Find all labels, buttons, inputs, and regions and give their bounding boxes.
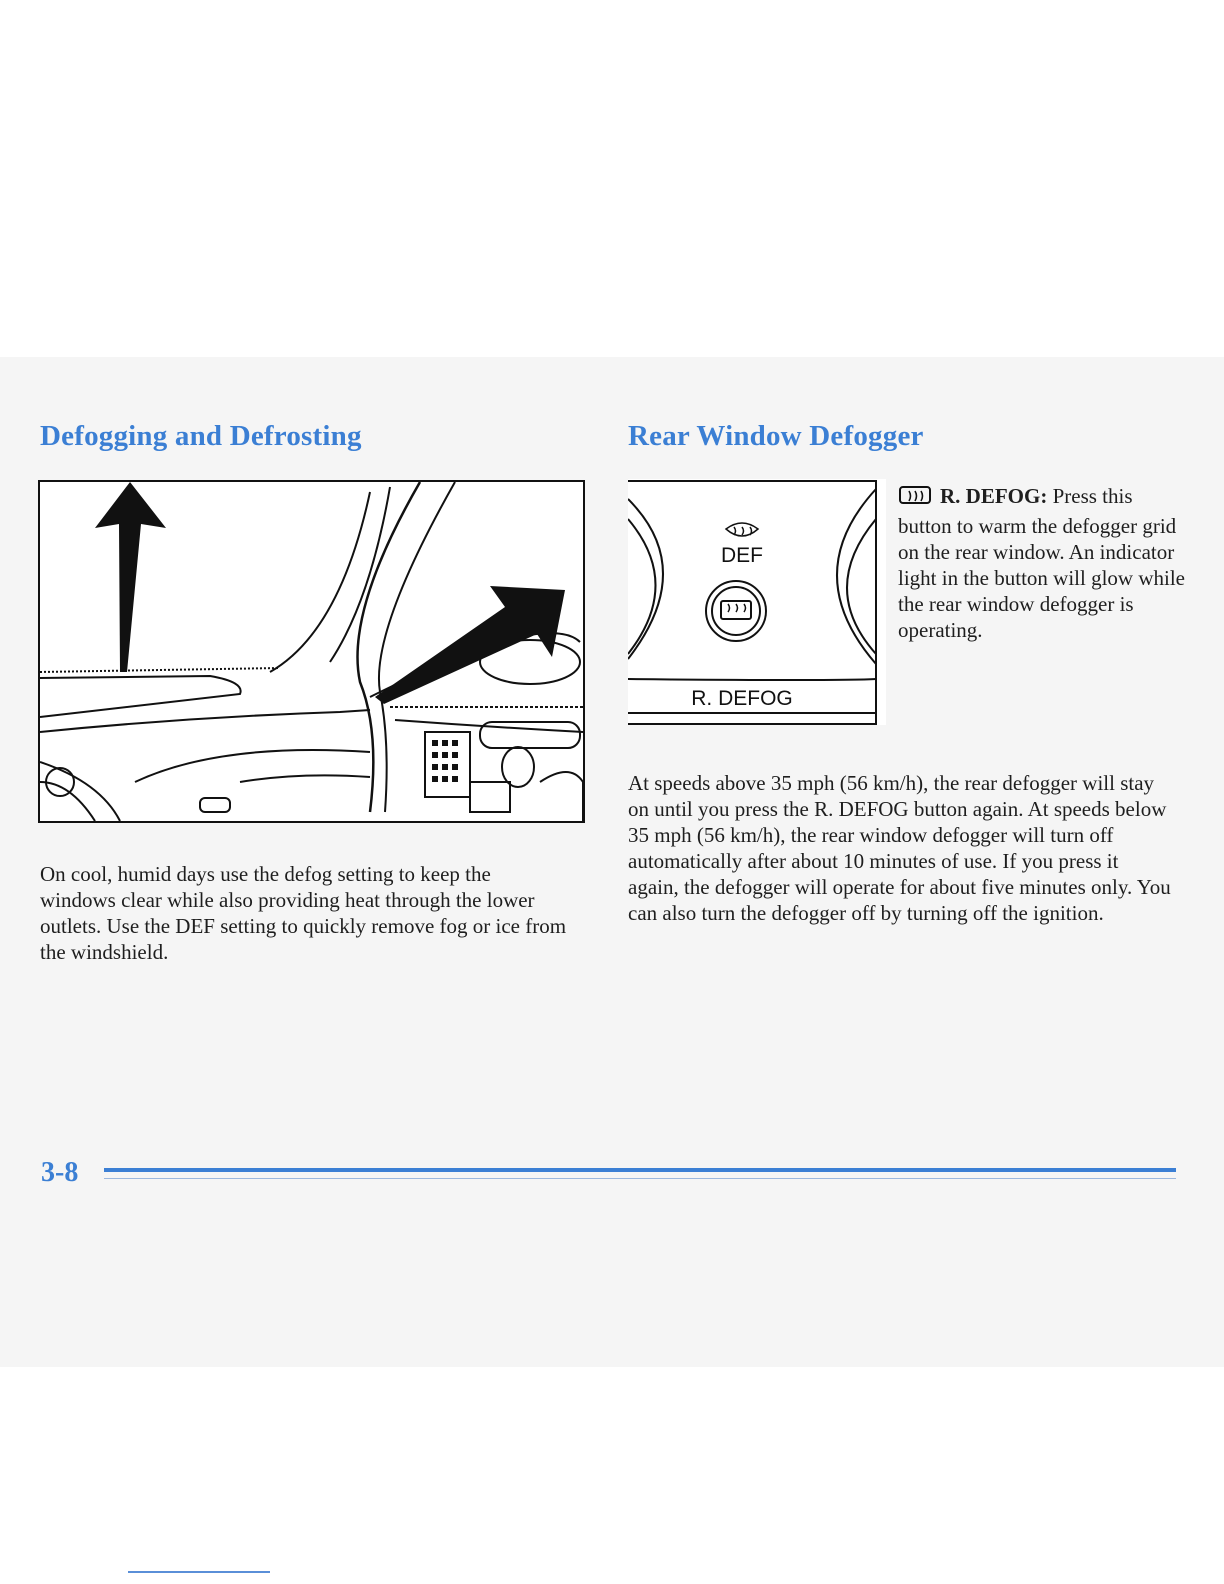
def-label: DEF	[721, 544, 763, 567]
airflow-up-arrow-icon	[95, 482, 166, 672]
bottom-divider	[128, 1571, 270, 1573]
section-heading-defogging: Defogging and Defrosting	[40, 420, 362, 452]
footer-rule	[104, 1168, 1176, 1172]
dashboard-drawing	[40, 482, 583, 821]
rear-defogger-paragraph: At speeds above 35 mph (56 km/h), the rear defogger will stay on until you press the R. DEFOG button again. At speeds below 35 mph (56 km/h), the rear window defogger will turn off automatically after about 10 minutes of use. If you press it again, the defogger will operate for about five minutes only. You can also turn the defogger off by turning off the ignition.	[628, 771, 1171, 925]
section-heading-rear-window-defogger: Rear Window Defogger	[628, 420, 924, 452]
defog-control-panel-illustration	[628, 479, 886, 725]
control-panel-drawing	[628, 479, 886, 725]
rdefog-term: R. DEFOG:	[940, 484, 1048, 508]
rdefog-label: R. DEFOG	[691, 687, 793, 710]
defogging-paragraph: On cool, humid days use the defog setting to keep the windows clear while also providing heat through the lower outlets. Use the DEF setting to quickly remove fog or ice from the windshield.	[40, 862, 567, 964]
rdefog-description	[898, 483, 1188, 643]
airflow-side-arrow-icon	[375, 586, 565, 704]
page-number: 3-8	[41, 1157, 79, 1188]
dashboard-illustration	[38, 480, 585, 823]
rear-defrost-icon	[898, 485, 932, 513]
footer-rule-thin	[104, 1178, 1176, 1179]
rdefog-text: Press this button to warm the defogger grid on the rear window. An indicator light in the button will glow while the rear window defogger is operating.	[898, 484, 1185, 642]
manual-page	[0, 357, 1224, 1367]
